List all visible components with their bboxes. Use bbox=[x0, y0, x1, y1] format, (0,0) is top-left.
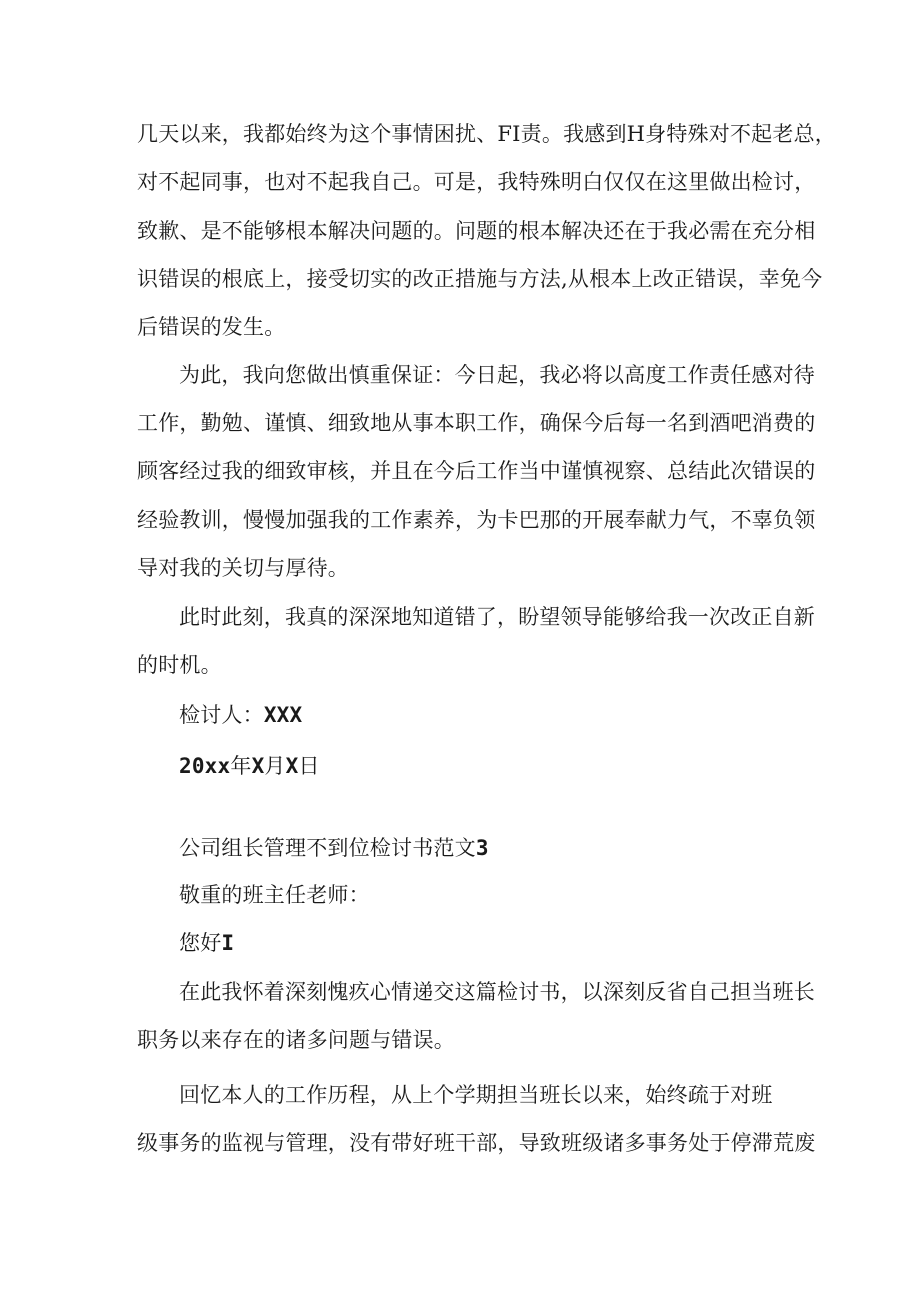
section-title bbox=[179, 833, 489, 863]
signature-name: XXX bbox=[263, 703, 303, 727]
greeting-mark: I bbox=[221, 931, 235, 955]
paragraph-2-line-1: 为此，我向您做出慎重保证：今日起，我必将以高度工作责任感对待 bbox=[179, 363, 815, 387]
date-day: X bbox=[285, 754, 299, 778]
paragraph-1-line-4: 识错误的根底上，接受切实的改正措施与方法,从根本上改正错误，幸免今 bbox=[137, 267, 823, 291]
paragraph-4-line-1: 在此我怀着深刻愧疚心情递交这篇检讨书，以深刻反省自己担当班长 bbox=[179, 980, 815, 1004]
date-day-unit: 日 bbox=[298, 754, 320, 778]
date-month: X bbox=[251, 754, 265, 778]
date-year: 20xx bbox=[179, 754, 231, 778]
paragraph-2-line-2: 工作，勤勉、谨慎、细致地从事本职工作，确保今后每一名到酒吧消费的 bbox=[137, 411, 816, 435]
section-title-text: 公司组长管理不到位检讨书范文 bbox=[179, 836, 476, 860]
date-line bbox=[179, 751, 320, 781]
paragraph-1-line-2: 对不起同事，也对不起我自己。可是，我特殊明白仅仅在这里做出检讨， bbox=[137, 170, 816, 194]
paragraph-4-line-2: 职务以来存在的诸多问题与错误。 bbox=[137, 1028, 455, 1052]
paragraph-3-line-1: 此时此刻，我真的深深地知道错了，盼望领导能够给我一次改正自新 bbox=[179, 605, 815, 629]
section-title-number: 3 bbox=[475, 836, 489, 860]
paragraph-5-line-2: 级事务的监视与管理，没有带好班干部，导致班级诸多事务处于停滞荒废 bbox=[137, 1131, 816, 1155]
paragraph-1-line-3: 致歉、是不能够根本解决问题的。问题的根本解决还在于我必需在充分相 bbox=[137, 219, 816, 243]
paragraph-3-line-2: 的时机。 bbox=[137, 653, 222, 677]
date-month-unit: 月 bbox=[264, 754, 286, 778]
salutation: 敬重的班主任老师： bbox=[179, 883, 370, 907]
paragraph-2-line-3: 顾客经过我的细致审核，并且在今后工作当中谨慎视察、总结此次错误的 bbox=[137, 459, 816, 483]
greeting-text: 您好 bbox=[179, 931, 222, 955]
signature-label: 检讨人： bbox=[179, 703, 264, 727]
paragraph-1-line-5: 后错误的发生。 bbox=[137, 315, 286, 339]
paragraph-2-line-5: 导对我的关切与厚待。 bbox=[137, 556, 349, 580]
paragraph-5-line-1: 回忆本人的工作历程，从上个学期担当班长以来，始终疏于对班 bbox=[179, 1083, 773, 1107]
signature-line bbox=[179, 700, 302, 730]
greeting bbox=[179, 928, 234, 958]
date-year-unit: 年 bbox=[230, 754, 252, 778]
paragraph-1-line-1: 几天以来，我都始终为这个事情困扰、FI责。我感到H身特殊对不起老总， bbox=[137, 122, 836, 146]
paragraph-2-line-4: 经验教训，慢慢加强我的工作素养，为卡巴那的开展奉献力气，不辜负领 bbox=[137, 508, 816, 532]
